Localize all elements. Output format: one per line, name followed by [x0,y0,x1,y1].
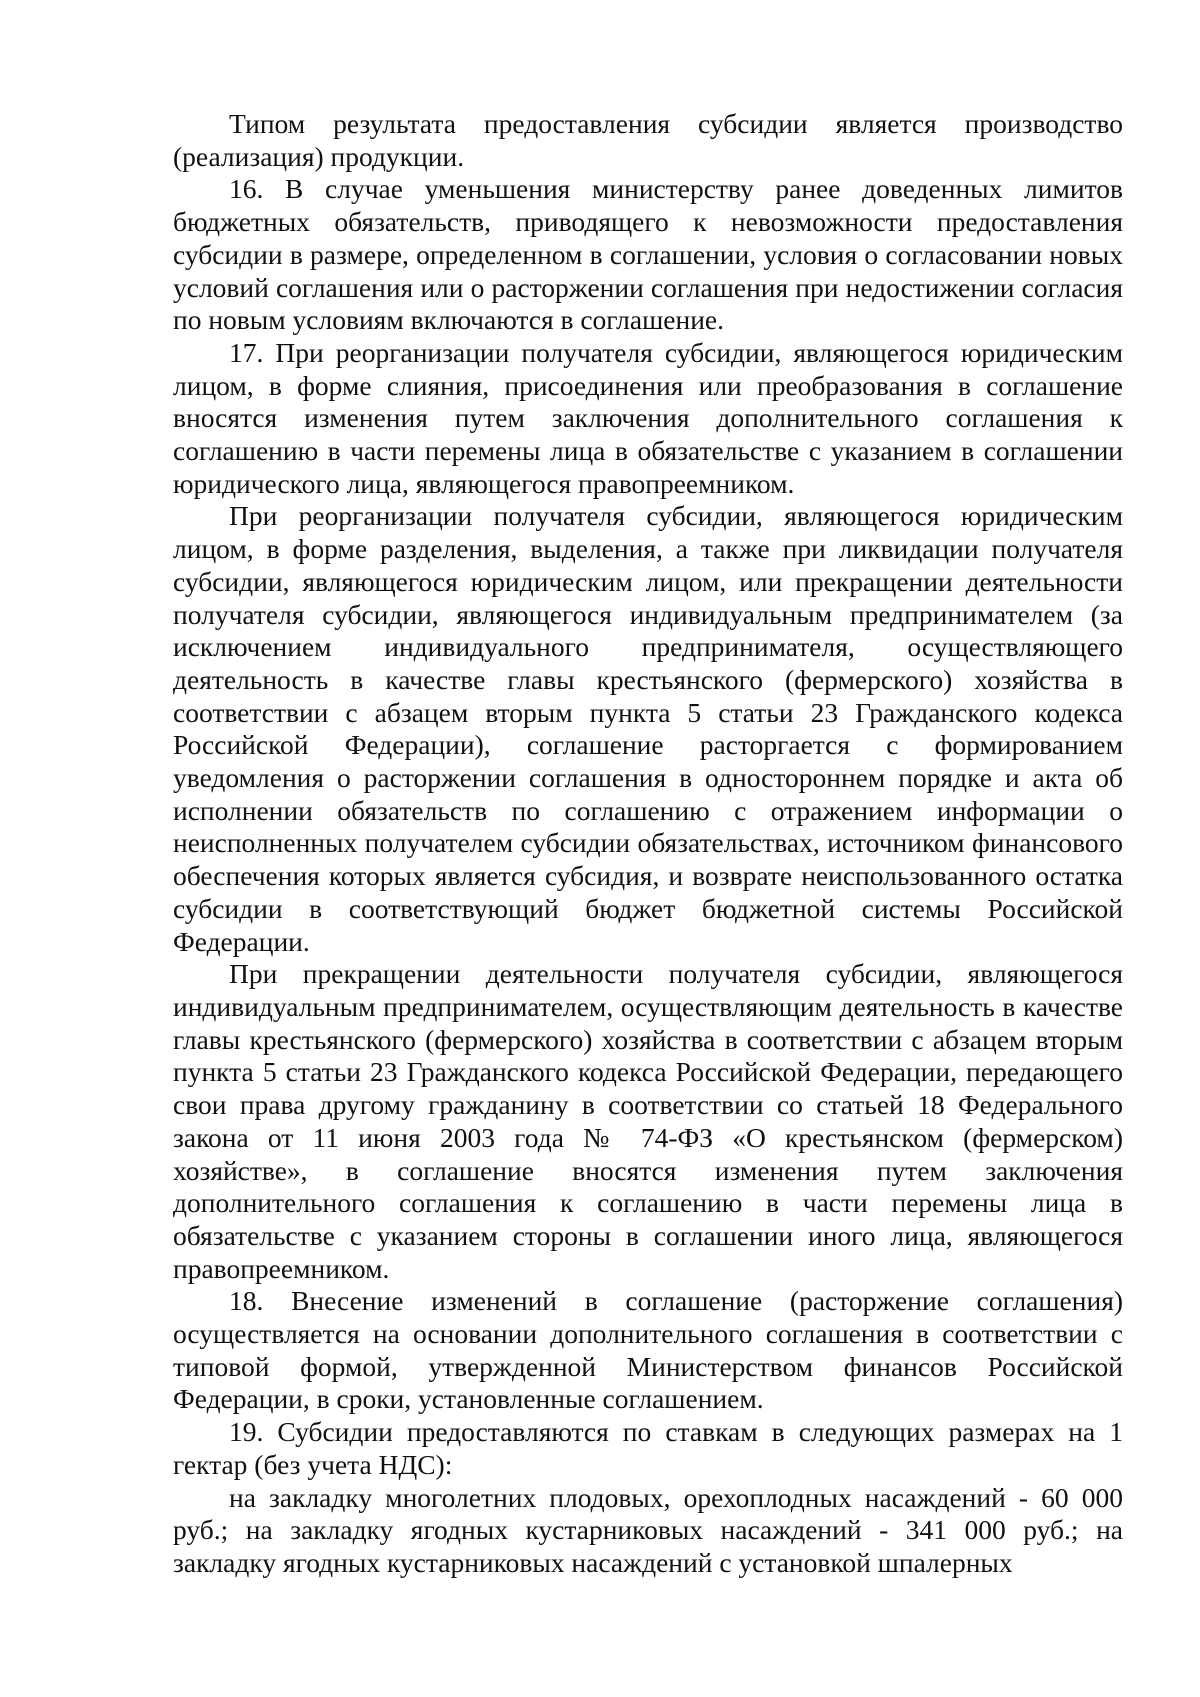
paragraph-result-type: Типом результата предоставления субсидии является производство (реализация) продукции. [173,108,1123,172]
paragraph-17: 17. При реорганизации получателя субсидии, являющегося юридическим лицом, в форме слияния, присоединения или преобразования в соглашение вносятся изменения путем заключения дополнительного соглашения к соглашению в части перемены лица в обязательстве с указанием в соглашении юридического лица, являющегося правопреемником. [173,336,1123,499]
document-page [173,108,1123,1580]
paragraph-19: 19. Субсидии предоставляются по ставкам в следующих размерах на 1 гектар (без учета НДС): [173,1416,1123,1480]
paragraph-17-reorganization: При реорганизации получателя субсидии, являющегося юридическим лицом, в форме разделения, выделения, а также при ликвидации получателя субсидии, являющегося юридическим лицом, или прекращении деятельности получателя субсидии, являющегося индивидуальным предпринимателем (за исключением индивидуального предпринимателя, осуществляющего деятельность в качестве главы крестьянского (фермерского) хозяйства в соответствии с абзацем вторым пункта 5 статьи 23 Гражданского кодекса Российской Федерации), соглашение расторгается с формированием уведомления о расторжении соглашения в одностороннем порядке и акта об исполнении обязательств по соглашению с отражением информации о неисполненных получателем субсидии обязательствах, источником финансового обеспечения которых является субсидия, и возврате неиспользованного остатка субсидии в соответствующий бюджет бюджетной системы Российской Федерации. [173,500,1123,957]
paragraph-18: 18. Внесение изменений в соглашение (расторжение соглашения) осуществляется на основании дополнительного соглашения в соответствии с типовой формой, утвержденной Министерством финансов Российской Федерации, в сроки, установленные соглашением. [173,1285,1123,1415]
paragraph-17-termination: При прекращении деятельности получателя субсидии, являющегося индивидуальным предпринимателем, осуществляющим деятельность в качестве главы крестьянского (фермерского) хозяйства в соответствии с абзацем вторым пункта 5 статьи 23 Гражданского кодекса Российской Федерации, передающего свои права другому гражданину в соответствии со статьей 18 Федерального закона от 11 июня 2003 года № 74-ФЗ «О крестьянском (фермерском) хозяйстве», в соглашение вносятся изменения путем заключения дополнительного соглашения к соглашению в части перемены лица в обязательстве с указанием стороны в соглашении иного лица, являющегося правопреемником. [173,958,1123,1284]
paragraph-16: 16. В случае уменьшения министерству ранее доведенных лимитов бюджетных обязательств, приводящего к невозможности предоставления субсидии в размере, определенном в соглашении, условия о согласовании новых условий соглашения или о расторжении соглашения при недостижении согласия по новым условиям включаются в соглашение. [173,173,1123,336]
paragraph-19-rates: на закладку многолетних плодовых, орехоплодных насаждений - 60 000 руб.; на закладку ягодных кустарниковых насаждений - 341 000 руб.; на закладку ягодных кустарниковых насаждений с установкой шпалерных [173,1481,1123,1578]
